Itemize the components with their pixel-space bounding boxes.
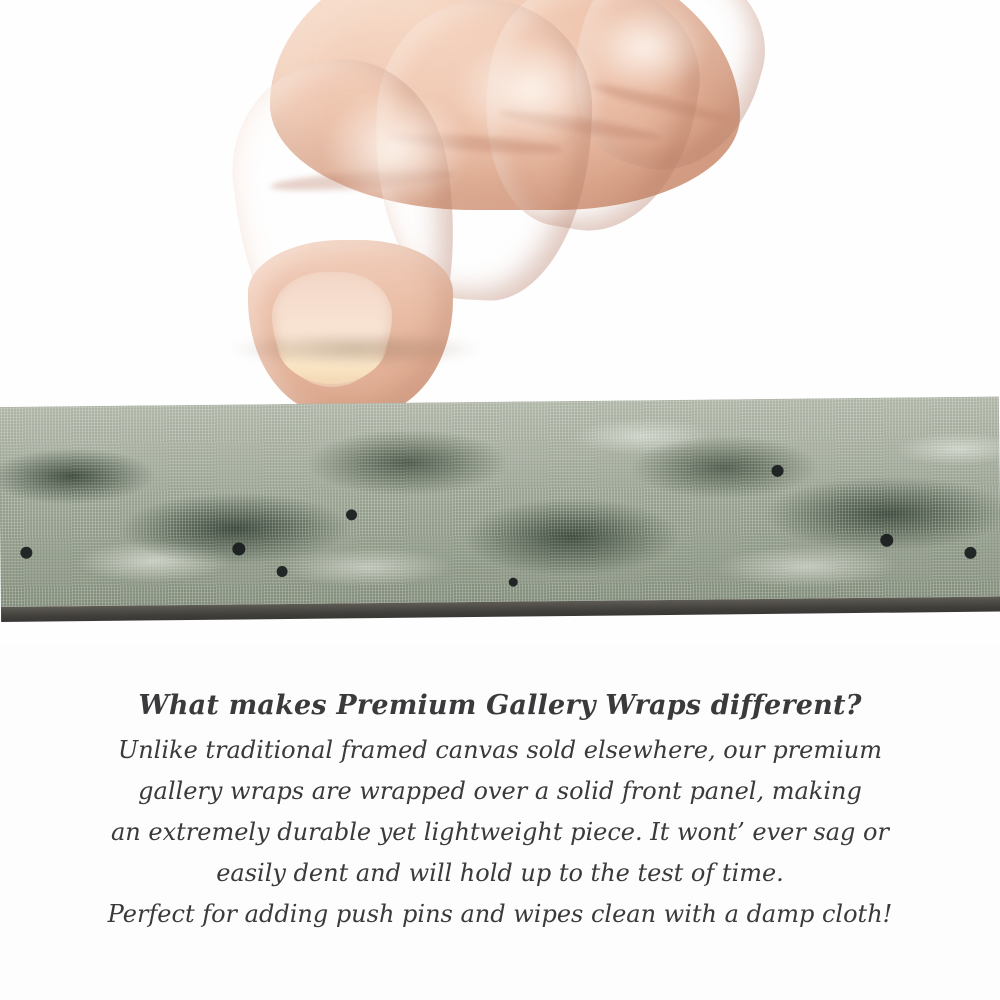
- caption-block: [0, 690, 1000, 938]
- canvas-speck: [964, 547, 976, 559]
- skin-highlight: [580, 0, 710, 95]
- canvas-speck: [20, 547, 32, 559]
- canvas-speck: [509, 578, 518, 587]
- skin-highlight: [320, 90, 470, 210]
- contact-shadow: [230, 332, 480, 366]
- canvas-wrap-edge: [0, 397, 1000, 622]
- caption-line: an extremely durable yet lightweight piece. It wont’ ever sag or: [111, 818, 889, 847]
- caption-heading: What makes Premium Gallery Wraps different?: [138, 690, 862, 721]
- caption-line: easily dent and will hold up to the test of time.: [216, 859, 784, 888]
- canvas-speck: [880, 534, 893, 547]
- caption-body: [0, 733, 1000, 931]
- hand-pressing-canvas: [120, 0, 740, 440]
- canvas-speck: [772, 465, 784, 477]
- canvas-speck: [346, 509, 357, 520]
- caption-line: Unlike traditional framed canvas sold elsewhere, our premium: [117, 736, 882, 764]
- canvas-speck: [277, 566, 288, 577]
- caption-line: gallery wraps are wrapped over a solid front panel, making: [138, 777, 862, 806]
- caption-line: Perfect for adding push pins and wipes clean with a damp cloth!: [107, 900, 893, 929]
- canvas-speck: [232, 542, 245, 555]
- canvas-weave-texture: [0, 397, 1000, 608]
